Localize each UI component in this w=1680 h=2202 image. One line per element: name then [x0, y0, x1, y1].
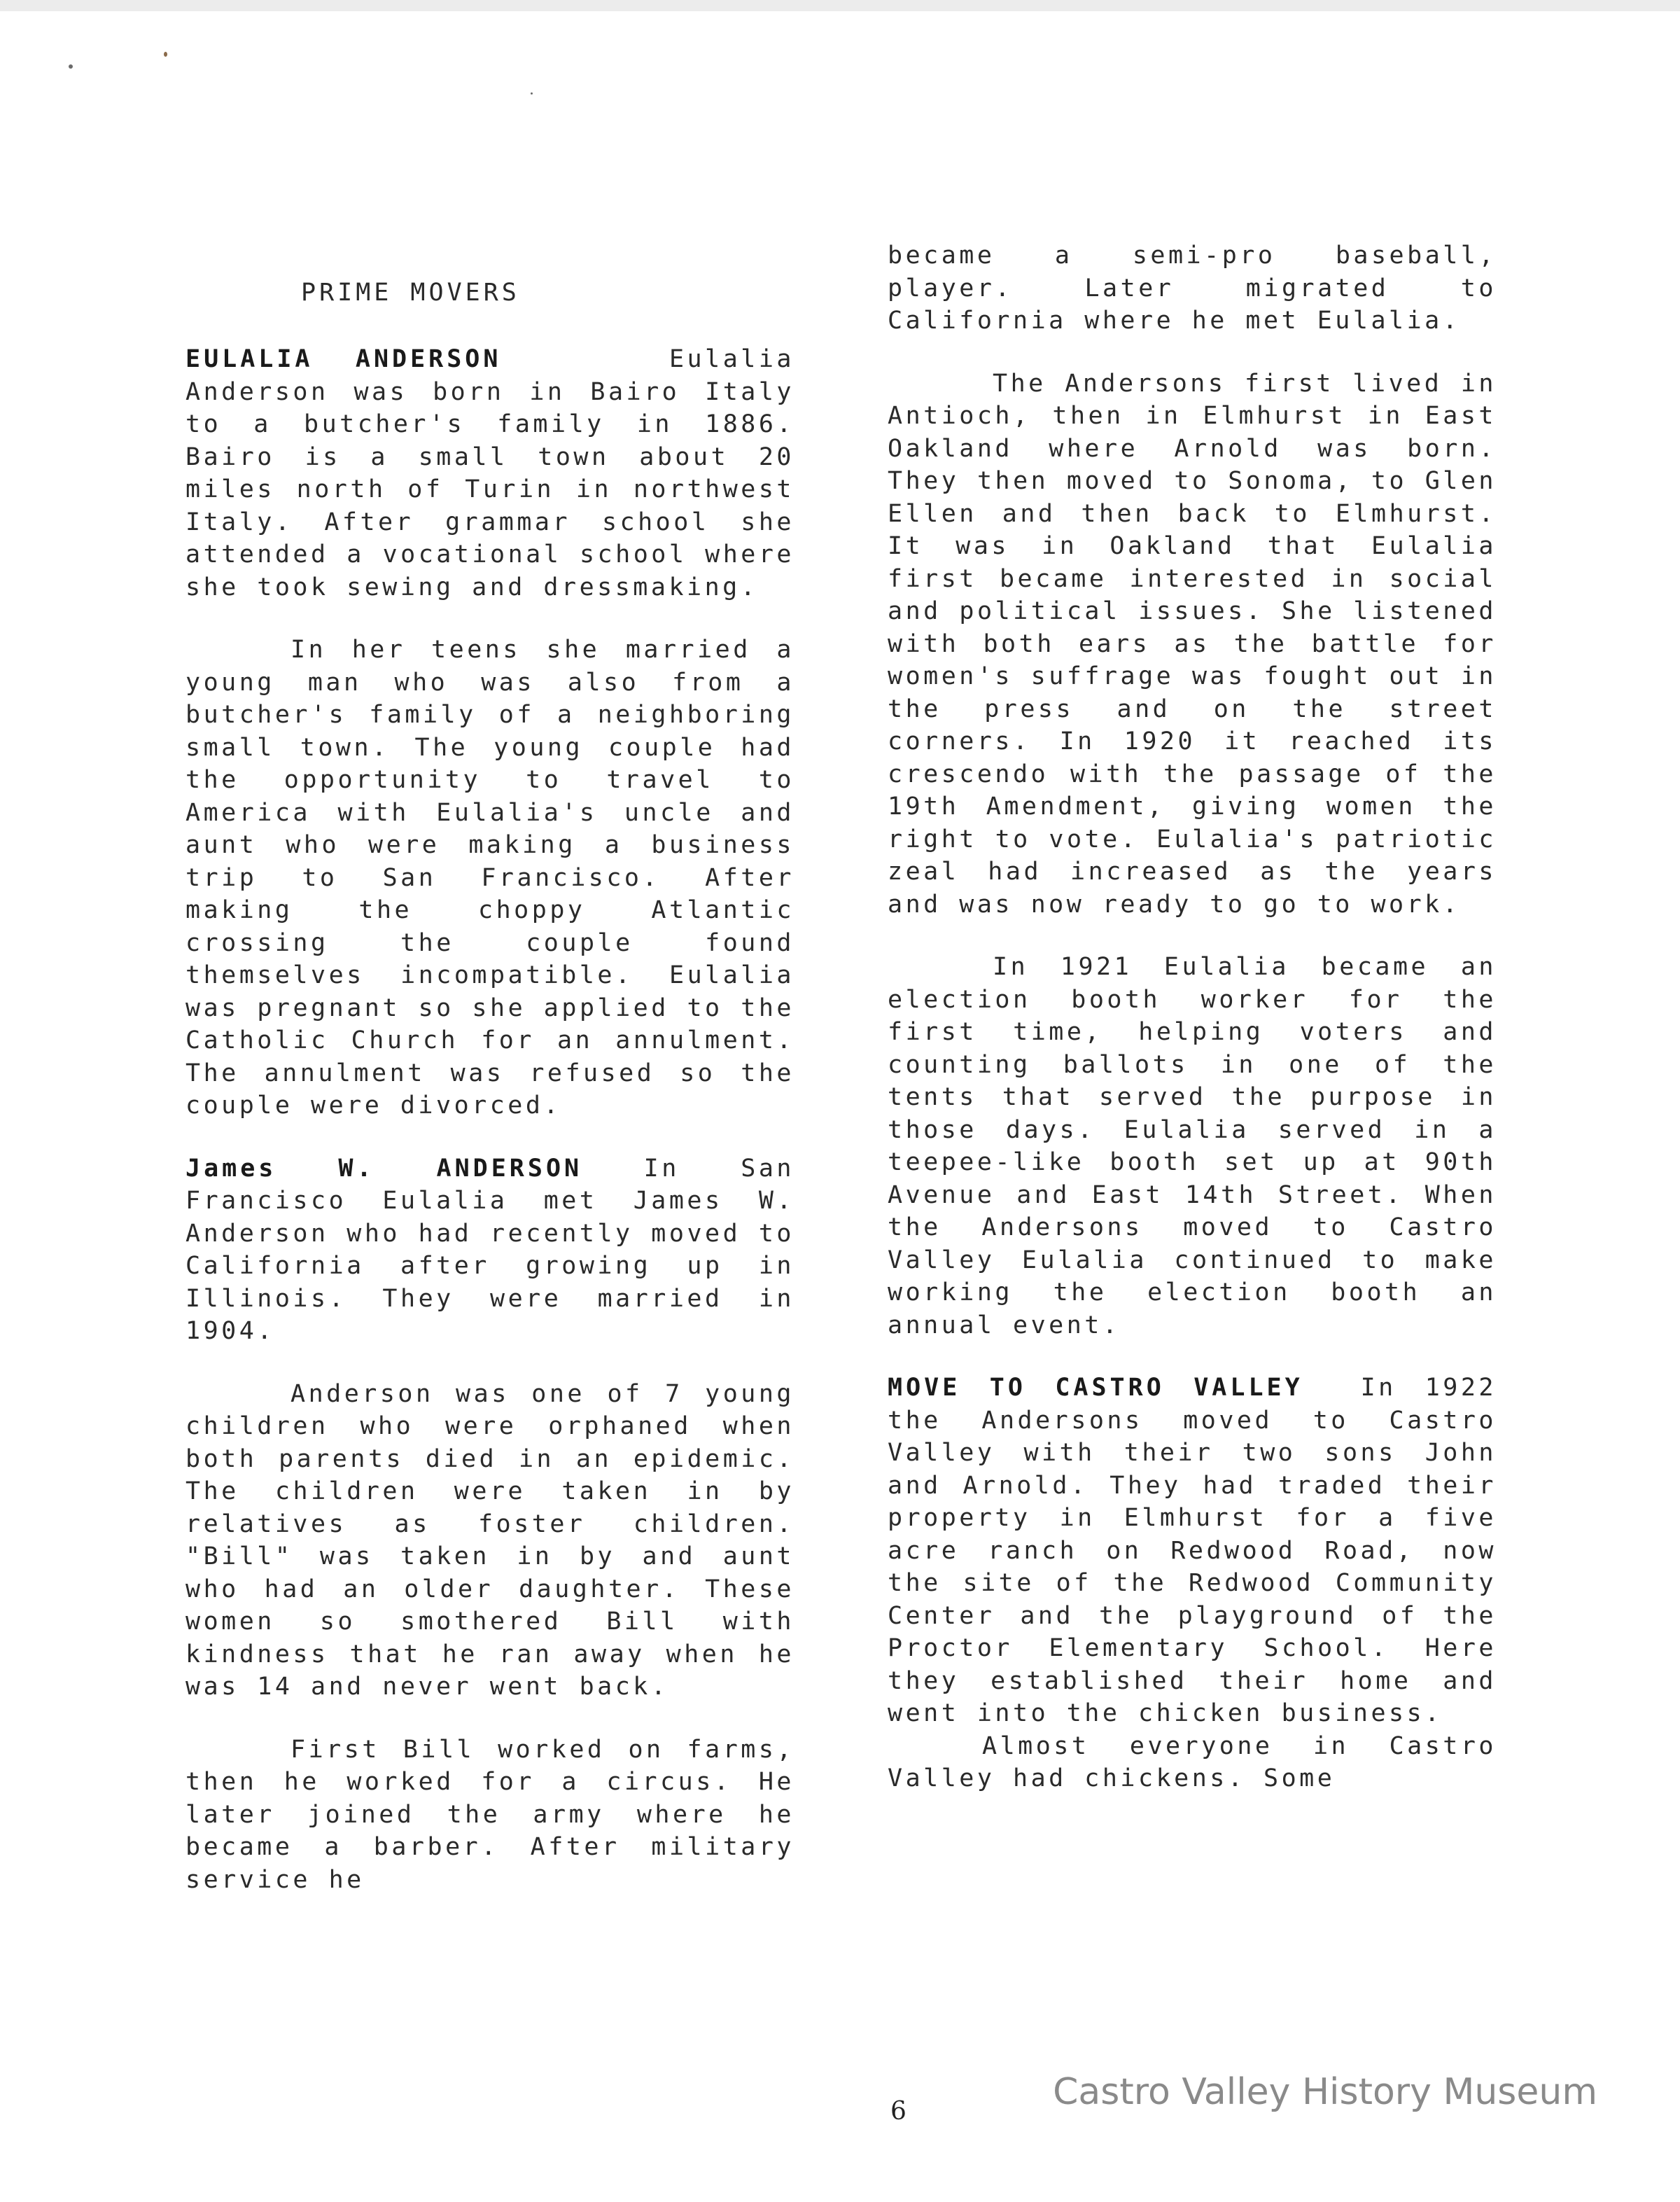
paragraph	[186, 343, 794, 604]
paragraph: In her teens she married a young man who was also from a butcher's family of a neighboring small town. The young couple had the opportunity to travel to America with Eulalia's uncle and aunt who were making a business trip to San Francisco. After making the choppy Atlantic crossing the couple found themselves incompatible. Eulalia was pregnant so she applied to the Catholic Church for an annulment. The annulment was refused so the couple were divorced.	[186, 636, 794, 1120]
left-column	[186, 343, 794, 1896]
paragraph: First Bill worked on farms, then he worked for a circus. He later joined the army where he became a barber. After military service he	[186, 1735, 794, 1894]
scan-speck	[69, 64, 73, 69]
paragraph: The Andersons first lived in Antioch, then in Elmhurst in East Oakland where Arnold was born. They then moved to Sonoma, to Glen Ellen and then back to Elmhurst. It was in Oakland that Eulalia first became interested in social and political issues. She listened with both ears as the battle for women's suffrage was fought out in the press and on the street corners. In 1920 it reached its crescendo with the passage of the 19th Amendment, giving women the right to vote. Eulalia's patriotic zeal had increased as the years and was now ready to go to work.	[888, 369, 1497, 919]
scan-speck	[164, 52, 167, 57]
subheading: EULALIA ANDERSON	[186, 345, 502, 373]
subheading: James W. ANDERSON	[186, 1154, 583, 1183]
paragraph: In 1921 Eulalia became an election booth worker for the first time, helping voters and counting ballots in one of the tents that served the purpose in those days. Eulalia served in a teepee-like booth set up at 90th Avenue and East 14th Street. When the Andersons moved to Castro Valley Eulalia continued to make working the election booth an annual event.	[888, 953, 1497, 1339]
paragraph	[186, 1152, 794, 1348]
paragraph: Almost everyone in Castro Valley had chickens. Some	[888, 1731, 1497, 1792]
paragraph: Anderson was one of 7 young children who were orphaned when both parents died in an epidemic. The children were taken in by relatives as foster children. "Bill" was taken in by and aunt who had an older daughter. These women so smothered Bill with kindness that he ran away when he was 14 and never went back.	[186, 1379, 794, 1701]
section-title: PRIME MOVERS	[301, 279, 520, 307]
museum-watermark: Castro Valley History Museum	[1053, 2071, 1597, 2113]
scan-speck	[531, 92, 533, 95]
paragraph-text: Eulalia Anderson was born in Bairo Italy to a butcher's family in 1886. Bairo is a small town about 20 miles north of Turin in northwest Italy. After grammar school she attended a vocational school where she took sewing and dressmaking.	[186, 345, 794, 601]
page-number: 6	[890, 2097, 906, 2126]
right-column	[888, 239, 1497, 1795]
paragraph-text: In 1922 the Andersons moved to Castro Valley with their two sons John and Arnold. They had traded their property in Elmhurst for a five acre ranch on Redwood Road, now the site of the Redwood Community Center and the playground of the Proctor Elementary School. Here they established their home and went into the chicken business.	[888, 1374, 1497, 1727]
subheading: MOVE TO CASTRO VALLEY	[888, 1374, 1303, 1402]
scan-top-band	[0, 0, 1680, 11]
paragraph: became a semi-pro baseball, player. Later migrated to California where he met Eulalia.	[888, 242, 1497, 335]
paragraph-text: In San Francisco Eulalia met James W. Anderson who had recently moved to California after growing up in Illinois. They were married in 1904.	[186, 1154, 794, 1345]
paragraph	[888, 1372, 1497, 1730]
